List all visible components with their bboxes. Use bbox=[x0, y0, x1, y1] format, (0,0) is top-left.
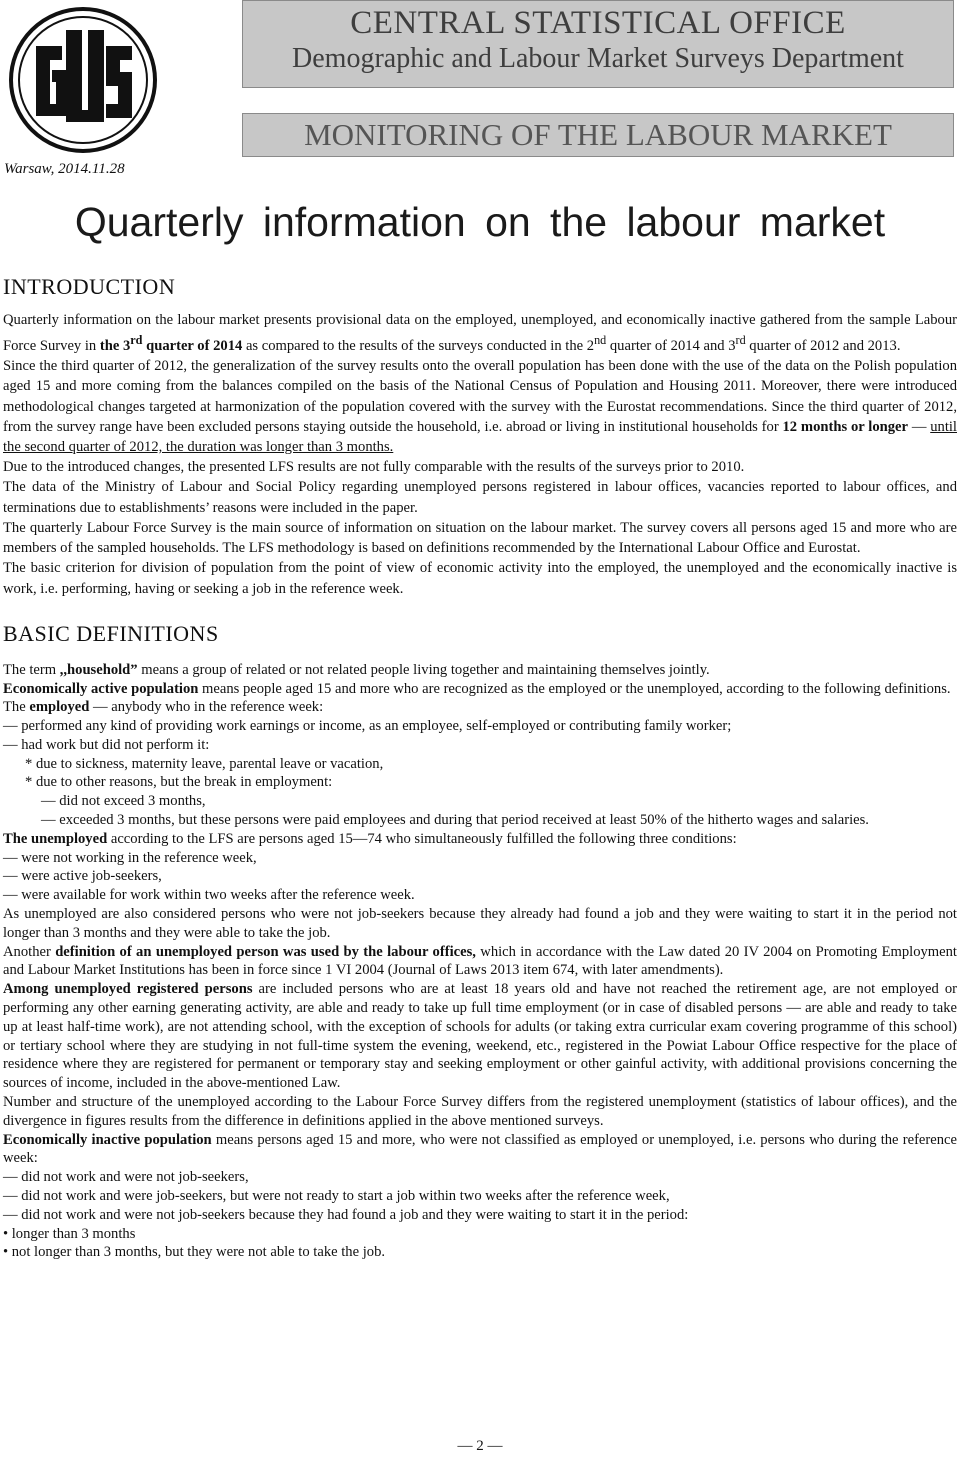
intro-paragraph-3: Due to the introduced changes, the presented LFS results are not fully comparable with the results of the surveys prior to 2010. bbox=[3, 459, 745, 476]
list-item: — were active job-seekers, bbox=[3, 868, 162, 885]
intro-paragraph-1: Quarterly information on the labour market presents provisional data on the employed, unemployed, and economically inactive gathered from the sample Labour Force Survey in the 3rd quarter of 2014 as compared to the results of the surveys conducted in the 2nd quarter of 2014 and 3rd quarter of 2012 and 2013. bbox=[3, 312, 957, 355]
intro-paragraph-6: The basic criterion for division of population from the point of view of economic activity into the employed, the unemployed and the economically inactive is work, i.e. performing, having or seeking a job in the reference week. bbox=[3, 560, 957, 597]
intro-paragraph-2: Since the third quarter of 2012, the generalization of the survey results onto the overall population has been done with the use of the data on the Polish population aged 15 and more coming from the balances compiled on the basis of the National Census of Population and Housing 2011. Moreover, there were introduced methodological changes targeted at harmonization of the population covered with the survey with the Eurostat recommendations. Since the third quarter of 2012, from the survey range have been excluded persons staying outside the household, i.e. abroad or living in institutional households for 12 months or longer — until the second quarter of 2012, the duration was longer than 3 months. bbox=[3, 358, 957, 456]
also-unemployed-paragraph: As unemployed are also considered persons who were not job-seekers because they already had found a job and they were waiting to start it in the period not longer than 3 months and they were able to take the job. bbox=[3, 906, 957, 941]
document-date: Warsaw, 2014.11.28 bbox=[4, 161, 125, 177]
list-item: — did not work and were not job-seekers because they had found a job and they were waiting to start it in the period: bbox=[3, 1206, 689, 1223]
household-definition: The term ,,household” means a group of related or not related people living together and maintaining themselves jointly. bbox=[3, 661, 710, 678]
list-item: — performed any kind of providing work earnings or income, as an employee, self-employed or contributing family worker; bbox=[3, 718, 732, 735]
header-box bbox=[242, 0, 954, 88]
labour-office-definition: Another definition of an unemployed person was used by the labour offices, which in accordance with the Law dated 20 IV 2004 on Promoting Employment and Labour Market Institutions has been in force since 1 VI 2004 (Journal of Laws 2013 item 674, with later amendments). bbox=[3, 943, 957, 979]
bullet-item: • longer than 3 months bbox=[3, 1225, 136, 1242]
list-item: — did not work and were not job-seekers, bbox=[3, 1169, 249, 1186]
registered-definition: Among unemployed registered persons are included persons who are at least 18 years old and have not reached the retirement age, are not employed or performing any other earning generating activity, are able and ready to take up full time employment (or in case of disabled persons — are able and ready to take up at least half-time work), are not attending school, with the exception of schools for adults (or taking extra curricular exam covering programme of this school) or tertiary school where they are studying in not full-time system the evening, weekend, etc., registered in the Powiat Labour Office respective for the place of residence where they are registered for permanent or temporary stay and seeking employment or other gainful activity, with additional provisions concerning the sources of income, included in the above-mentioned Law. bbox=[3, 981, 957, 1092]
definitions-heading: BASIC DEFINITIONS bbox=[3, 620, 219, 646]
employed-definition: The employed — anybody who in the reference week: bbox=[3, 699, 324, 716]
list-item: * due to sickness, maternity leave, parental leave or vacation, bbox=[25, 755, 384, 772]
page-title: Quarterly information on the labour market bbox=[74, 199, 886, 245]
list-item: — were available for work within two weeks after the reference week. bbox=[3, 887, 415, 904]
office-name: CENTRAL STATISTICAL OFFICE bbox=[350, 5, 846, 41]
list-item: — did not work and were job-seekers, but were not ready to start a job within two weeks after the reference week, bbox=[3, 1188, 670, 1205]
list-item: — did not exceed 3 months, bbox=[41, 793, 206, 810]
list-item: — were not working in the reference week, bbox=[3, 849, 257, 866]
definitions-section bbox=[3, 661, 957, 1263]
list-item: — exceeded 3 months, but these persons were paid employees and during that period received at least 50% of the hitherto wages and salaries. bbox=[41, 812, 869, 829]
gus-logo bbox=[6, 4, 160, 156]
intro-paragraph-5: The quarterly Labour Force Survey is the main source of information on situation on the labour market. The survey covers all persons aged 15 and more who are members of the sampled households. The LFS methodology is based on definitions recommended by the International Labour Office and Eurostat. bbox=[3, 519, 957, 557]
series-title: MONITORING OF THE LABOUR MARKET bbox=[242, 113, 954, 157]
list-item: — had work but did not perform it: bbox=[3, 736, 210, 753]
number-structure-paragraph: Number and structure of the unemployed according to the Labour Force Survey differs from the registered unemployment (statistics of labour offices), and the divergence in figures results from the difference in definitions applied in the above mentioned surveys. bbox=[3, 1094, 957, 1129]
intro-paragraph-4: The data of the Ministry of Labour and Social Policy regarding unemployed persons registered in labour offices, vacancies reported to labour offices, and terminations due to establishments’ reasons were included in the paper. bbox=[3, 479, 957, 516]
unemployed-definition: The unemployed according to the LFS are persons aged 15—74 who simultaneously fulfilled the following three conditions: bbox=[3, 830, 737, 847]
document-body bbox=[3, 274, 957, 1262]
active-definition: Economically active population means people aged 15 and more who are recognized as the employed or the unemployed, according to the following definitions. bbox=[3, 680, 951, 697]
department-name: Demographic and Labour Market Surveys Department bbox=[292, 43, 904, 74]
page-number: — 2 — bbox=[457, 1438, 503, 1454]
inactive-definition: Economically inactive population means persons aged 15 and more, who were not classified as employed or unemployed, i.e. persons who during the reference week: bbox=[3, 1131, 957, 1167]
intro-heading: INTRODUCTION bbox=[3, 274, 176, 299]
list-item: * due to other reasons, but the break in employment: bbox=[25, 774, 333, 791]
bullet-item: • not longer than 3 months, but they were not able to take the job. bbox=[3, 1244, 386, 1261]
